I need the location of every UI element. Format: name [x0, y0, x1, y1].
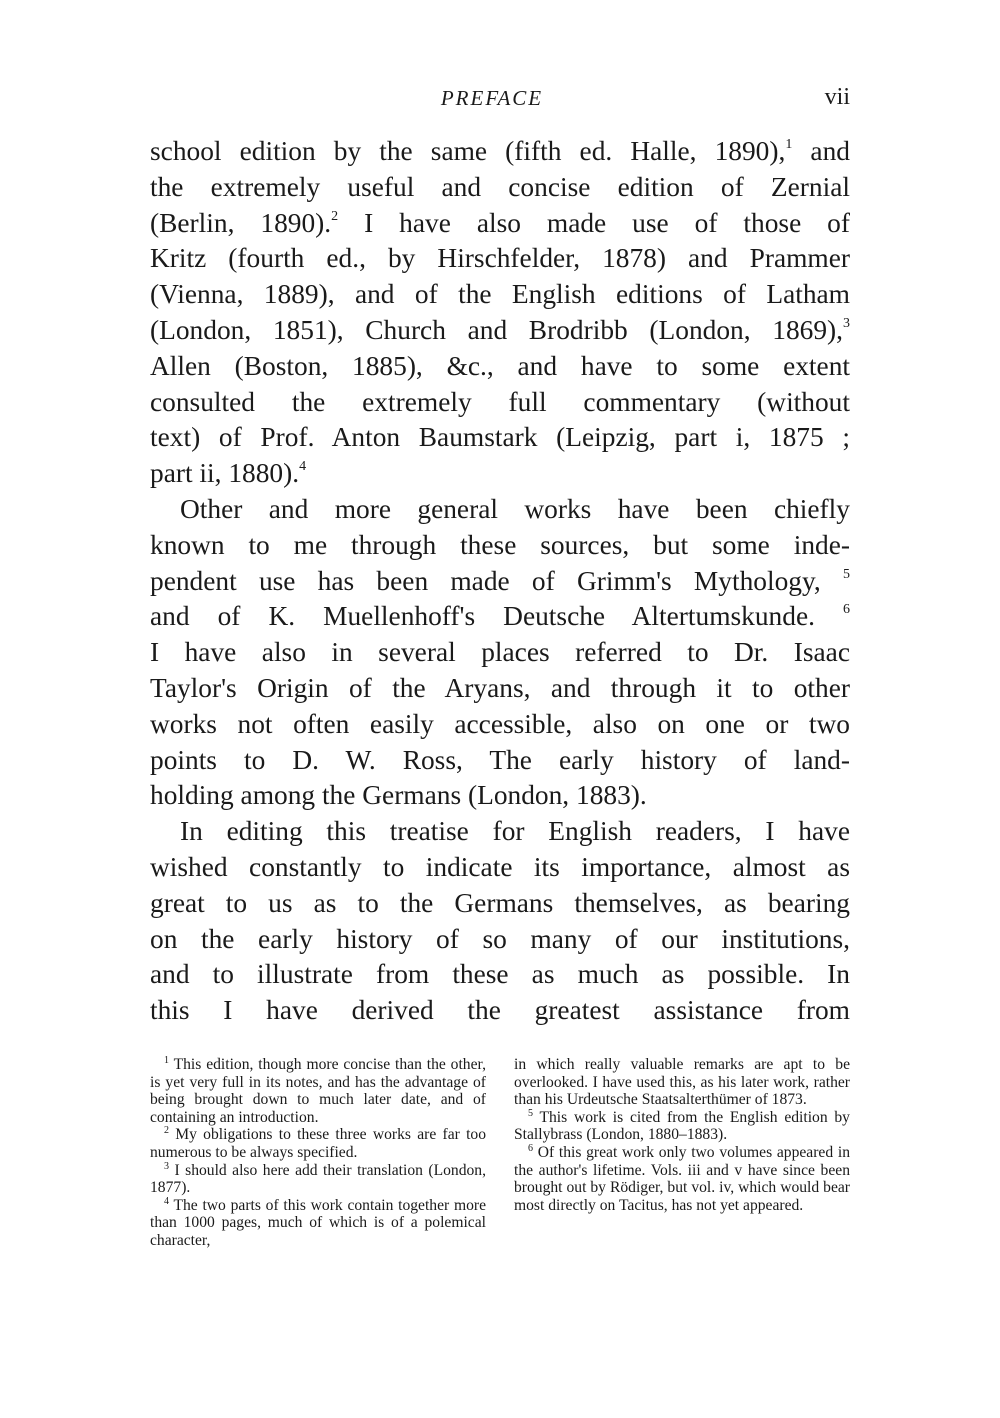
- footnotes-left-column: [150, 1056, 486, 1250]
- text-line: In editing this treatise for English readers, I have: [180, 816, 850, 847]
- text-line: great to us as to the Germans themselves, as bearing: [150, 887, 850, 918]
- footnote-ref-2: 2: [331, 208, 339, 224]
- text-line: part ii, 1880).$^4$: [150, 458, 307, 489]
- text-line: consulted the extremely full commentary (without: [150, 386, 850, 417]
- text-line: Kritz (fourth ed., by Hirschfelder, 1878) and Prammer: [150, 243, 850, 274]
- footnote-4-continued: in which really valuable remarks are apt to be overlooked. I have used this, as his later work, rather than his Urdeutsche Staatsalterthümer of 1873.: [514, 1056, 850, 1109]
- text-line: Other and more general works have been chiefly: [180, 493, 850, 524]
- footnote-ref-4: 4: [299, 459, 307, 475]
- text-line: known to me through these sources, but some inde-: [150, 529, 850, 560]
- paragraph-1: [150, 134, 850, 492]
- text-line: holding among the Germans (London, 1883).: [150, 780, 647, 811]
- footnote-ref-5: 5: [842, 566, 850, 582]
- footnote-5: $^5$ This work is cited from the English edition by Stallybrass (London, 1880–1883).: [514, 1107, 850, 1144]
- footnote-ref-6: 6: [843, 602, 850, 618]
- footnote-1: $^1$ This edition, though more concise than the other, is yet very full in its notes, and has the advantage of being brought down to much later date, and of containing an introduction.: [150, 1055, 486, 1126]
- text-line: Taylor's Origin of the Aryans, and through it to other: [150, 672, 850, 703]
- body-text: [150, 134, 850, 1029]
- text-line: pendent use has been made of Grimm's Mythology, $^5$: [150, 565, 850, 596]
- text-line: the extremely useful and concise edition of Zernial: [150, 171, 850, 202]
- text-line: (London, 1851), Church and Brodribb (London, 1869),$^3$: [150, 314, 850, 345]
- footnotes-right-column: [514, 1056, 850, 1250]
- footnote-ref-3: 3: [843, 315, 850, 331]
- text-line: (Berlin, 1890).$^2$ I have also made use of those of: [150, 207, 850, 238]
- text-line: text) of Prof. Anton Baumstark (Leipzig, part i, 1875 ;: [150, 422, 850, 453]
- footnote-2: $^2$ My obligations to these three works are far too numerous to be always specified.: [150, 1125, 486, 1161]
- text-line: wished constantly to indicate its importance, almost as: [150, 851, 850, 882]
- footnote-4: $^4$ The two parts of this work contain together more than 1000 pages, much of which is of a polemical character,: [150, 1195, 486, 1249]
- running-head: [150, 86, 850, 116]
- paragraph-2: [150, 492, 850, 814]
- text-line: this I have derived the greatest assistance from: [150, 995, 850, 1026]
- footnote-6: $^6$ Of this great work only two volumes appeared in the author's lifetime. Vols. iii and v have since been brought out by Rödiger, but vol. iv, which would bear most directly on Tacitus, has not yet appeared.: [514, 1142, 850, 1214]
- text-line: and to illustrate from these as much as possible. In: [150, 959, 850, 990]
- paragraph-3: [150, 814, 850, 1029]
- text-line: school edition by the same (fifth ed. Halle, 1890),$^1$ and: [150, 136, 850, 166]
- page-number: vii: [824, 84, 850, 110]
- text-line: points to D. W. Ross, The early history of land-: [150, 744, 850, 775]
- text-line: (Vienna, 1889), and of the English editions of Latham: [150, 279, 850, 310]
- text-line: I have also in several places referred to Dr. Isaac: [150, 637, 850, 668]
- running-title: PREFACE: [440, 86, 544, 110]
- text-line: Allen (Boston, 1885), &c., and have to some extent: [150, 350, 850, 381]
- footnote-3: $^3$ I should also here add their translation (London, 1877).: [150, 1160, 486, 1197]
- text-line: works not often easily accessible, also on one or two: [150, 708, 850, 739]
- text-line: and of K. Muellenhoff's Deutsche Altertumskunde. $^6$: [150, 601, 850, 632]
- text-line: on the early history of so many of our institutions,: [150, 923, 850, 954]
- footnote-ref-1: 1: [785, 137, 793, 152]
- footnotes: [150, 1056, 850, 1250]
